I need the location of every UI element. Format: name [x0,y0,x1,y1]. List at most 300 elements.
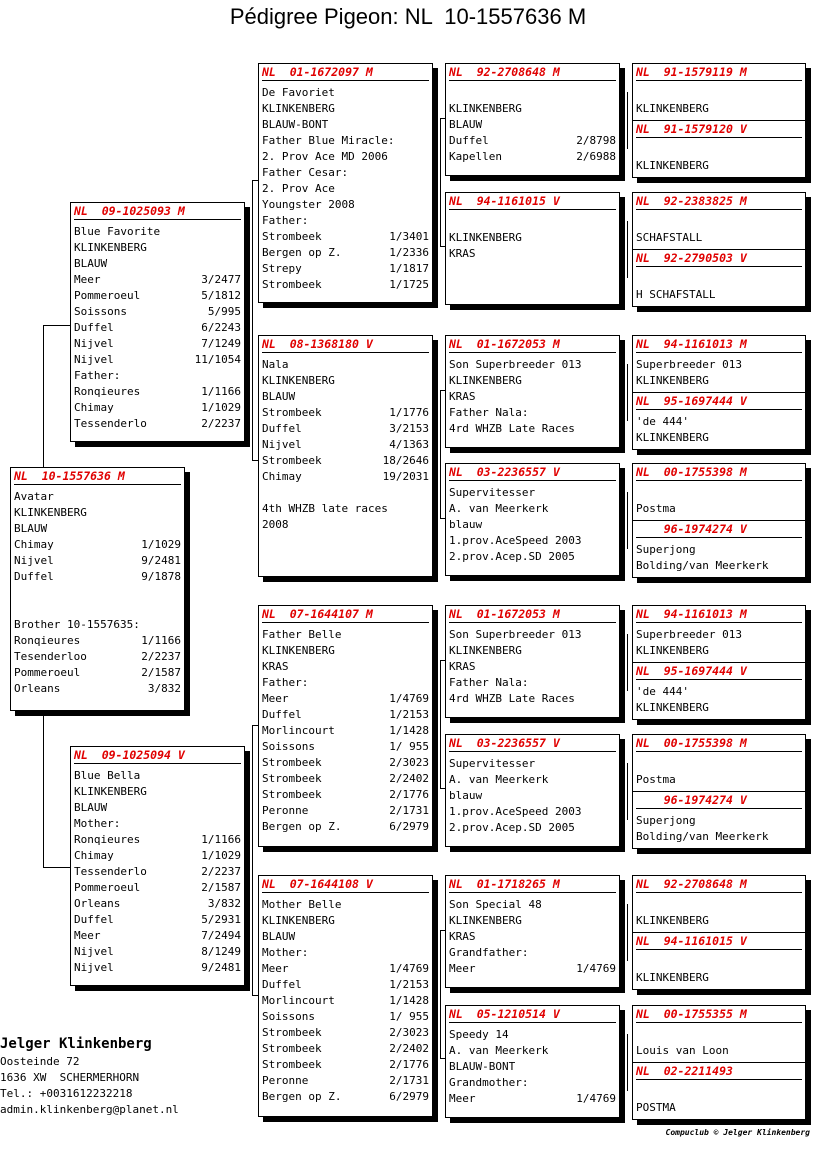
detail-line [74,816,241,832]
detail-text: Strombeek [262,772,322,785]
connector-line [440,518,445,519]
detail-text: De Favoriet [262,86,335,99]
pedigree-card-sire-dam [258,335,433,577]
detail-text: Pommeroeul [74,881,141,894]
detail-text: Father: [262,214,309,227]
detail-text: Blue Favorite [74,225,161,238]
card-details [633,481,805,517]
detail-line [74,416,241,432]
result-value: 2/2402 [389,772,429,785]
card-details [633,752,805,788]
detail-text: Bergen op Z. [262,1090,342,1103]
detail-line [14,649,181,665]
result-value: 1/4769 [389,962,429,975]
card-details [633,680,805,716]
detail-line [262,373,429,389]
detail-line [14,617,181,633]
detail-line [636,756,802,772]
detail-line [449,1075,616,1091]
pedigree-card-dds [445,875,620,988]
detail-line [262,357,429,373]
detail-text: Son Superbreeder 013 [449,358,582,371]
detail-text: BLAUW [14,522,48,535]
pedigree-card-g11 [632,734,806,792]
detail-line [449,149,616,165]
detail-text: 'de 444' [636,685,689,698]
ring-number: NL 00-1755398 M [636,465,802,481]
result-value: 6/2243 [201,321,241,334]
detail-line [449,772,616,788]
result-value: 2/2402 [389,1042,429,1055]
detail-text: Mother: [262,946,309,959]
detail-line [636,913,802,929]
pedigree-card-dam [70,746,245,986]
detail-line [262,929,429,945]
connector-line [627,904,628,961]
pedigree-card-ddd [445,1005,620,1118]
detail-line [449,675,616,691]
breeder-address: Oosteinde 72 [0,1055,80,1068]
ring-number: 96-1974274 V [636,793,802,809]
detail-line [449,517,616,533]
detail-line [262,723,429,739]
detail-text: Father Blue Miracle: [262,134,395,147]
connector-line [252,725,258,726]
result-value: 2/8798 [576,134,616,147]
pedigree-card-g13 [632,875,806,933]
ring-number: NL 01-1672097 M [262,65,429,81]
result-value: 1/1725 [389,278,429,291]
detail-text: Duffel [14,570,54,583]
result-value: 2/1587 [201,881,241,894]
detail-text: Meer [262,962,289,975]
detail-line [636,158,802,174]
connector-line [627,1034,628,1091]
detail-text: Blue Bella [74,769,141,782]
detail-line [262,117,429,133]
card-details [633,1023,805,1059]
detail-text: BLAUW [74,257,108,270]
detail-text: KRAS [449,660,476,673]
connector-line [252,180,253,460]
detail-text: Nijvel [262,438,302,451]
pedigree-card-g8 [632,520,806,578]
detail-text: KLINKENBERG [636,374,709,387]
detail-text: Superjong [636,543,696,556]
result-value: 11/1054 [194,353,241,366]
result-value: 5/1812 [201,289,241,302]
detail-text: KLINKENBERG [262,374,335,387]
detail-text: Peronne [262,804,309,817]
detail-text: KLINKENBERG [636,102,709,115]
detail-text: BLAUW [74,801,108,814]
detail-line [636,101,802,117]
detail-text: 'de 444' [636,415,689,428]
pedigree-card-g4 [632,249,806,307]
ring-number: NL 08-1368180 V [262,337,429,353]
ring-number: NL 05-1210514 V [449,1007,616,1023]
detail-line [74,240,241,256]
detail-text [636,954,802,970]
detail-text: Youngster 2008 [262,198,355,211]
detail-line [74,880,241,896]
detail-text: Nijvel [74,353,114,366]
detail-text: Meer [74,273,101,286]
detail-line [262,133,429,149]
ring-number: NL 09-1025093 M [74,204,241,220]
connector-line [43,712,44,867]
result-value: 1/1428 [389,724,429,737]
detail-text: Bolding/van Meerkerk [636,830,769,843]
result-value: 18/2646 [382,454,429,467]
detail-text: KLINKENBERG [636,701,709,714]
detail-text [636,214,802,230]
connector-line [43,867,70,868]
connector-line [440,390,441,518]
detail-line [74,384,241,400]
detail-text: Strombeek [262,406,322,419]
detail-line [74,224,241,240]
detail-text: Louis van Loon [636,1044,729,1057]
detail-line [449,405,616,421]
result-value: 2/1731 [389,1074,429,1087]
pedigree-card-dam-dam [258,875,433,1117]
detail-text: KLINKENBERG [449,914,522,927]
result-value: 2/2237 [201,417,241,430]
card-details [446,353,619,437]
result-value: 2/2237 [201,865,241,878]
detail-text: Avatar [14,490,54,503]
pedigree-card-g2 [632,120,806,178]
detail-text [14,585,181,601]
connector-line [440,1058,445,1059]
detail-text: blauw [449,518,483,531]
detail-line [449,820,616,836]
connector-line [440,660,441,788]
pedigree-card-g14 [632,932,806,990]
card-details [633,267,805,303]
detail-line [14,665,181,681]
pedigree-card-ssd [445,192,620,305]
card-details [633,138,805,174]
detail-text: KLINKENBERG [636,971,709,984]
detail-line [636,287,802,303]
detail-text: Duffel [74,321,114,334]
detail-text: 4rd WHZB Late Races [449,692,575,705]
detail-line [74,944,241,960]
pedigree-card-g6 [632,392,806,450]
detail-line [74,256,241,272]
connector-line [43,325,44,468]
detail-line [262,691,429,707]
connector-line [627,92,628,149]
detail-text: 2. Prov Ace MD 2006 [262,150,388,163]
detail-text: KLINKENBERG [262,102,335,115]
detail-line [449,389,616,405]
card-details [259,353,432,533]
result-value: 1/4769 [576,962,616,975]
detail-line [636,1027,802,1043]
detail-text: Orleans [14,682,61,695]
detail-line [449,133,616,149]
pedigree-card-g3 [632,192,806,250]
detail-text: Meer [74,929,101,942]
detail-line [636,1100,802,1116]
detail-text: Tessenderlo [74,417,147,430]
detail-text: Bolding/van Meerkerk [636,559,769,572]
detail-text: BLAUW [449,118,483,131]
connector-line [440,390,445,391]
detail-line [262,261,429,277]
card-details [633,410,805,446]
detail-line [262,1041,429,1057]
detail-line [262,421,429,437]
detail-line [636,1084,802,1100]
card-details [259,893,432,1105]
detail-text [636,142,802,158]
pedigree-card-g12 [632,791,806,849]
detail-text: Strombeek [262,1058,322,1071]
detail-text: SCHAFSTALL [636,231,703,244]
connector-line [252,725,253,995]
result-value: 5/2931 [201,913,241,926]
detail-text: KLINKENBERG [636,159,709,172]
detail-line [74,336,241,352]
result-value: 2/3023 [389,756,429,769]
detail-text: 1.prov.AceSpeed 2003 [449,534,582,547]
result-value: 2/1776 [389,788,429,801]
detail-text: Grandfather: [449,946,529,959]
detail-line [636,643,802,659]
result-value: 1/ 955 [389,740,429,753]
detail-text: Bergen op Z. [262,820,342,833]
ring-number: NL 00-1755355 M [636,1007,802,1023]
ring-number: NL 07-1644108 V [262,877,429,893]
result-value: 3/2153 [389,422,429,435]
detail-text: Father Belle [262,628,342,641]
result-value: 1/1029 [201,401,241,414]
detail-text: Kapellen [449,150,502,163]
detail-text: Father: [262,676,309,689]
breeder-name: Jelger Klinkenberg [0,1036,152,1052]
connector-line [627,763,628,820]
detail-line [14,601,181,617]
detail-line [74,896,241,912]
detail-line [449,691,616,707]
detail-text: Strombeek [262,788,322,801]
detail-text: Father Nala: [449,406,529,419]
detail-text [636,756,802,772]
connector-line [440,118,441,246]
detail-text [262,485,429,501]
result-value: 1/3401 [389,230,429,243]
detail-line [262,993,429,1009]
ring-number: NL 09-1025094 V [74,748,241,764]
detail-line [449,945,616,961]
detail-line [262,1073,429,1089]
detail-line [449,756,616,772]
detail-text: KLINKENBERG [636,431,709,444]
detail-text: Duffel [449,134,489,147]
detail-line [636,501,802,517]
detail-text [636,271,802,287]
card-details [259,623,432,835]
result-value: 1/2336 [389,246,429,259]
detail-line [14,537,181,553]
detail-line [262,453,429,469]
card-details [446,210,619,262]
ring-number: NL 01-1672053 M [449,607,616,623]
detail-text: Mother: [74,817,121,830]
ring-number: NL 92-2383825 M [636,194,802,210]
detail-line [449,373,616,389]
detail-text: Son Superbreeder 013 [449,628,582,641]
result-value: 1/ 955 [389,1010,429,1023]
detail-line [262,755,429,771]
result-value: 4/1363 [389,438,429,451]
breeder-city: 1636 XW SCHERMERHORN [0,1071,140,1084]
detail-text: Morlincourt [262,994,335,1007]
detail-text: 4rd WHZB Late Races [449,422,575,435]
detail-text: KLINKENBERG [449,231,522,244]
detail-line [636,485,802,501]
result-value: 19/2031 [382,470,429,483]
detail-line [449,1059,616,1075]
card-details [446,81,619,165]
detail-line [636,542,802,558]
detail-text: Brother 10-1557635: [14,618,140,631]
detail-text: Bergen op Z. [262,246,342,259]
detail-text: Pommeroeul [14,666,81,679]
ring-number: NL 92-2708648 M [636,877,802,893]
ring-number: NL 07-1644107 M [262,607,429,623]
detail-text: KRAS [449,247,476,260]
detail-line [262,165,429,181]
detail-text: KLINKENBERG [636,644,709,657]
detail-line [449,929,616,945]
detail-text: KLINKENBERG [449,644,522,657]
result-value: 2/1731 [389,804,429,817]
detail-line [262,1009,429,1025]
detail-text: A. van Meerkerk [449,1044,549,1057]
detail-line [262,627,429,643]
result-value: 3/832 [147,682,181,695]
detail-line [14,553,181,569]
detail-line [262,85,429,101]
detail-line [636,813,802,829]
detail-line [449,788,616,804]
ring-number: NL 01-1718265 M [449,877,616,893]
detail-text: A. van Meerkerk [449,773,549,786]
ring-number: NL 94-1161015 V [449,194,616,210]
detail-text: KLINKENBERG [449,374,522,387]
pedigree-card-sire [70,202,245,442]
detail-text: KLINKENBERG [262,914,335,927]
detail-text: 4th WHZB late races [262,502,388,515]
detail-line [449,117,616,133]
result-value: 1/1029 [201,849,241,862]
ring-number: NL 10-1557636 M [14,469,181,485]
detail-text: Nala [262,358,289,371]
detail-line [449,627,616,643]
detail-text: 2008 [262,518,289,531]
detail-text: H SCHAFSTALL [636,288,716,301]
detail-text: BLAUW-BONT [262,118,329,131]
connector-line [252,180,258,181]
detail-line [636,1043,802,1059]
card-details [633,623,805,659]
ring-number: NL 91-1579120 V [636,122,802,138]
detail-text: Supervitesser [449,486,536,499]
detail-text: Ronqieures [74,833,141,846]
result-value: 1/2153 [389,978,429,991]
ring-number: NL 92-2790503 V [636,251,802,267]
detail-line [449,246,616,262]
detail-line [636,373,802,389]
connector-line [440,930,445,931]
detail-line [262,659,429,675]
ring-number: NL 95-1697444 V [636,394,802,410]
detail-text: Orleans [74,897,121,910]
result-value: 1/1029 [141,538,181,551]
result-value: 6/2979 [389,1090,429,1103]
result-value: 1/1428 [389,994,429,1007]
pedigree-card-g5 [632,335,806,393]
detail-line [262,469,429,485]
card-details [446,481,619,565]
detail-line [262,739,429,755]
detail-line [74,304,241,320]
detail-line [262,197,429,213]
pedigree-card-g15 [632,1005,806,1063]
detail-line [262,405,429,421]
connector-line [627,634,628,691]
detail-line [262,245,429,261]
connector-line [440,660,445,661]
card-details [71,220,244,432]
detail-text: BLAUW [262,930,296,943]
detail-text: 2. Prov Ace [262,182,335,195]
detail-text: Strombeek [262,278,322,291]
detail-line [636,357,802,373]
result-value: 7/2494 [201,929,241,942]
detail-text: Nijvel [74,961,114,974]
detail-text [636,85,802,101]
detail-text: Strombeek [262,230,322,243]
detail-text: Postma [636,502,676,515]
detail-text: Superbreeder 013 [636,358,742,371]
detail-line [449,214,616,230]
result-value: 1/1166 [201,833,241,846]
pedigree-card-dss [445,605,620,718]
pedigree-card-g1 [632,63,806,121]
detail-line [74,960,241,976]
card-details [633,1080,805,1116]
detail-line [74,912,241,928]
detail-text: Nijvel [74,337,114,350]
result-value: 9/1878 [141,570,181,583]
result-value: 2/1776 [389,1058,429,1071]
result-value: 6/2979 [389,820,429,833]
detail-text: 1.prov.AceSpeed 2003 [449,805,582,818]
connector-line [627,492,628,549]
detail-line [262,517,429,533]
pedigree-card-sire-sire [258,63,433,303]
card-details [633,353,805,389]
detail-line [74,832,241,848]
result-value: 1/4769 [576,1092,616,1105]
breeder-email: admin.klinkenberg@planet.nl [0,1103,179,1116]
